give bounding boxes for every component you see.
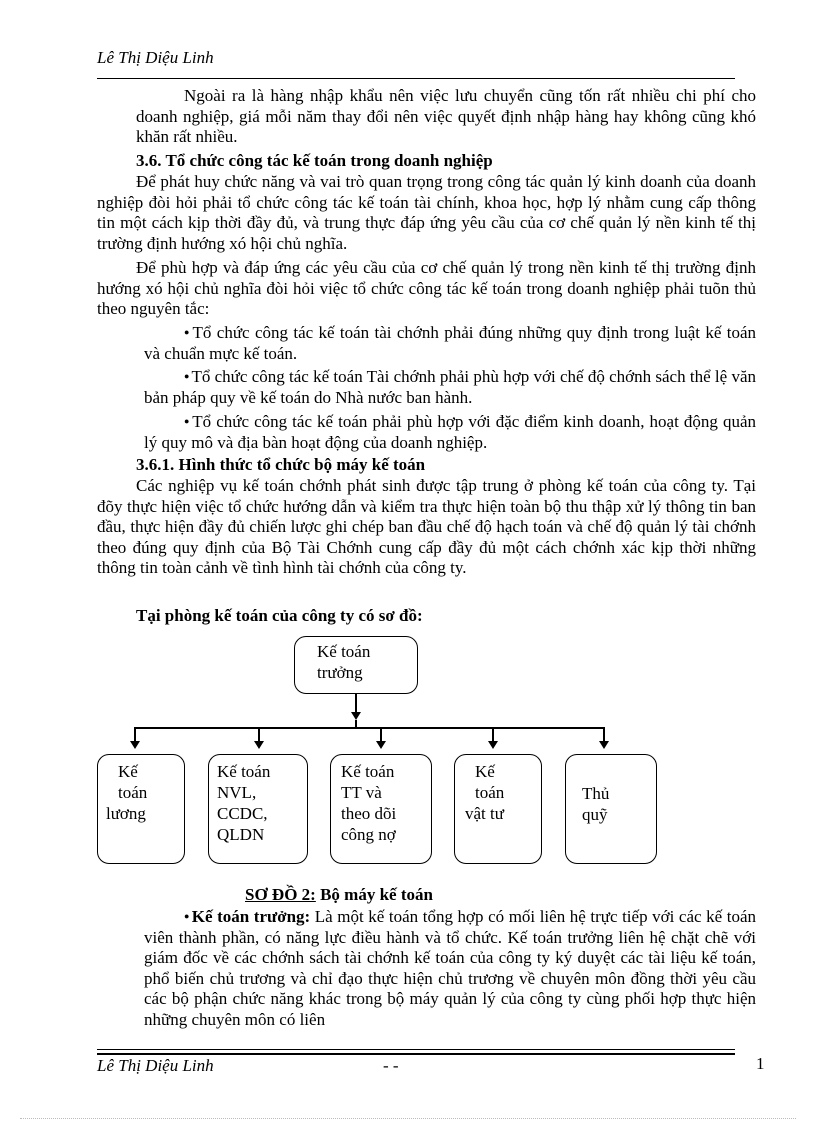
caption-label: SƠ ĐỒ 2: xyxy=(245,885,316,904)
box-line: Kế toán xyxy=(341,762,395,781)
box-line: TT và xyxy=(341,783,382,802)
arrow-down-icon xyxy=(376,741,386,749)
bullet-principle-3 xyxy=(144,411,756,453)
paragraph-principles: Để phù hợp và đáp ứng các yêu cầu của cơ chế quản lý trong nền kinh tế thị trường định hướng xó hội chủ nghĩa đòi hỏi việc tổ chức công tác kế toán trong doanh nghiệp phải tuõn thủ theo nguyên tắc: xyxy=(97,258,756,318)
footer-rule xyxy=(97,1049,735,1050)
box-line: công nợ xyxy=(341,825,396,844)
connector-root-down xyxy=(355,694,357,714)
header-rule xyxy=(97,78,735,79)
box-line: toán xyxy=(118,783,148,802)
box-chief-accountant xyxy=(294,636,418,694)
arrow-down-icon xyxy=(254,741,264,749)
box-materials-accountant xyxy=(208,754,308,864)
arrow-down-icon xyxy=(351,712,361,720)
box-payroll-accountant xyxy=(97,754,185,864)
box-line: Kế xyxy=(475,762,495,781)
header-author: Lê Thị Diệu Linh xyxy=(97,48,214,67)
connector-root-join xyxy=(355,720,357,728)
arrow-down-icon xyxy=(130,741,140,749)
box-line: theo dõi xyxy=(341,804,397,823)
box-payment-debt-accountant xyxy=(330,754,432,864)
paragraph-department: Các nghiệp vụ kế toán chớnh phát sinh được tập trung ở phòng kế toán của công ty. Tại đõy thực hiện việc tổ chức hướng dẫn và kiểm tra thực hiện toàn bộ thu thập xử lý thông tin ban đầu, thực hiện đầy đủ chiến lược ghi chép ban đầu chế độ hạch toán và chế độ quản lý tài chớnh theo đúng quy định của Bộ Tài Chớnh cung cấp đầy đủ một cách chớnh xác kịp thời những thông tin toàn cảnh về tình hình tài chớnh của công ty. xyxy=(97,476,756,577)
connector-horizontal xyxy=(134,727,604,729)
page-number: 1 xyxy=(756,1054,765,1073)
chief-accountant-label: Kế toán trưởng: xyxy=(191,907,311,926)
bullet-principle-3-text: Tổ chức công tác kế toán phải phù hợp với đặc điểm kinh doanh, hoạt động quản lý quy mô và địa bàn hoạt động của doanh nghiệp. xyxy=(144,412,756,452)
box-line: Kế xyxy=(118,762,138,781)
bullet-icon xyxy=(184,907,192,926)
diagram-intro: Tại phòng kế toán của công ty có sơ đồ: xyxy=(136,606,423,625)
chief-accountant-text: Là một kế toán tổng hợp có mối liên hệ trực tiếp với các kế toán viên thành phần, có năng lực điều hành và tổ chức. Kế toán trưởng liên hệ chặt chẽ với giám đốc về các chớnh sách tài chớnh kế toán của công ty ký duyệt các tài liệu kế toán, phổ biến chủ trương và chỉ đạo thực hiện chủ trương về chuyên môn đồng thời yêu cầu các bộ phận chức năng khác trong bộ máy quản lý của công ty cùng phối hợp thực hiện những chuyên môn có liên xyxy=(144,907,757,1029)
box-line: CCDC, xyxy=(217,804,268,823)
box-supplies-accountant xyxy=(454,754,542,864)
bullet-chief-accountant xyxy=(144,906,756,1030)
box-line: Thủ xyxy=(582,784,610,803)
footer-author: Lê Thị Diệu Linh xyxy=(97,1056,214,1075)
paragraph-import-cost: Ngoài ra là hàng nhập khẩu nên việc lưu chuyển cũng tốn rất nhiều chi phí cho doanh nghiệp, giá mỗi năm thay đổi nên việc quyết định nhập hàng hay không cũng khó khăn rất nhiều. xyxy=(136,86,756,146)
footer-rule-thick xyxy=(97,1053,735,1055)
box-chief-line-1: Kế toán xyxy=(317,642,371,661)
arrow-down-icon xyxy=(599,741,609,749)
box-treasurer xyxy=(565,754,657,864)
box-line: vật tư xyxy=(465,804,504,823)
bullet-icon xyxy=(184,323,193,342)
arrow-down-icon xyxy=(488,741,498,749)
bullet-principle-1 xyxy=(144,322,756,364)
box-line: quỹ xyxy=(582,805,608,824)
page-bottom-divider xyxy=(20,1118,796,1119)
paragraph-accounting-role: Để phát huy chức năng và vai trò quan trọng trong công tác quản lý kinh doanh của doanh nghiệp đòi hỏi phải tổ chức công tác kế toán tài chính, khoa học, hợp lý nhằm cung cấp thông tin một cách kịp thời đầy đủ, và trung thực đáp ứng yêu cầu của cơ chế quản lý nền kinh tế thị trường định hướng xó hội chủ nghĩa. xyxy=(97,172,756,253)
box-chief-line-2: trưởng xyxy=(317,663,363,682)
box-line: NVL, xyxy=(217,783,257,802)
bullet-principle-2-text: Tổ chức công tác kế toán Tài chớnh phải phù hợp với chế độ chớnh sách thể lệ văn bản pháp quy về kế toán do Nhà nước ban hành. xyxy=(144,367,756,407)
box-line: QLDN xyxy=(217,825,265,844)
bullet-principle-1-text: Tổ chức công tác kế toán tài chớnh phải đúng những quy định trong luật kế toán và chuẩn mực kế toán. xyxy=(144,323,756,363)
heading-3-6: 3.6. Tổ chức công tác kế toán trong doanh nghiệp xyxy=(136,151,493,170)
box-line: lương xyxy=(106,804,146,823)
box-line: Kế toán xyxy=(217,762,271,781)
diagram-caption xyxy=(245,885,433,905)
bullet-principle-2 xyxy=(144,366,756,408)
footer-separator: - - xyxy=(383,1056,399,1075)
bullet-icon xyxy=(184,412,192,431)
heading-3-6-1: 3.6.1. Hình thức tổ chức bộ máy kế toán xyxy=(136,455,426,474)
caption-text: Bộ máy kế toán xyxy=(315,885,433,904)
box-line: toán xyxy=(475,783,505,802)
